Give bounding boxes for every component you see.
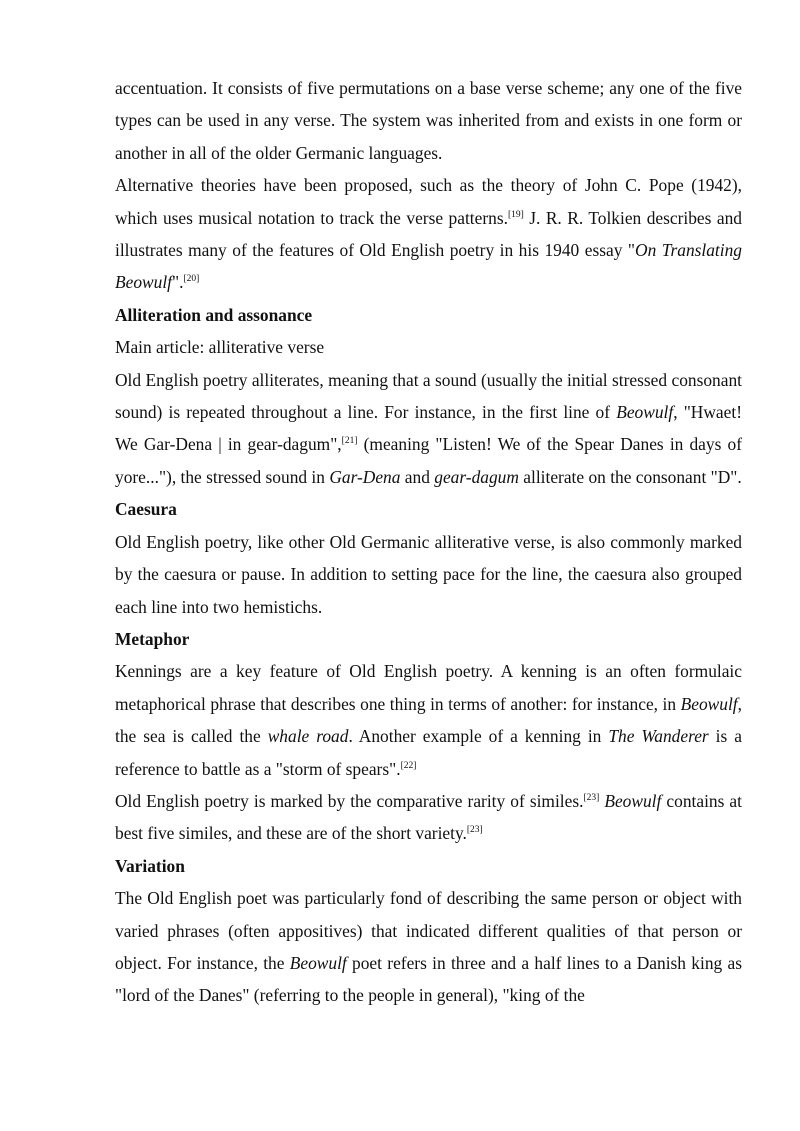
citation-22[interactable]: [22] [400,760,417,771]
text-segment: Alternative theories have been proposed, such as the theory of John C. Pope (1942), which uses musical notation to track the verse patterns. [115,175,742,228]
paragraph-alliteration [115,364,742,494]
citation-19[interactable]: [19] [507,209,524,220]
text-segment: , the sea is called the [115,693,742,747]
citation-23[interactable]: [23] [583,792,600,803]
italic-title: On Translating Beowulf [115,240,742,293]
citation-23[interactable]: [23] [466,825,483,836]
paragraph-similes [115,785,742,850]
heading-metaphor: Metaphor [115,628,190,649]
text-segment: Old English poetry alliterates, meaning that a sound (usually the initial stressed consonant sound) is repeated throughout a line. For instance, in the first line of [115,369,742,423]
text-segment: Kennings are a key feature of Old English poetry. A kenning is an often formulaic metaphorical phrase that describes one thing in terms of another: for instance, in [115,661,742,714]
text-segment: and [400,466,435,487]
text-segment: ". [172,272,184,293]
paragraph-alternative-theories [115,169,742,299]
text-segment: , "Hwaet! We Gar-Dena | in gear-dagum", [115,402,742,455]
italic-term: Beowulf [680,693,738,714]
text-segment: (meaning "Listen! We of the Spear Danes in days of yore..."), the stressed sound in [115,434,742,487]
italic-term: The Wanderer [608,726,709,747]
paragraph-caesura: Old English poetry, like other Old Germanic alliterative verse, is also commonly marked by the caesura or pause. In addition to setting pace for the line, the caesura also grouped each line into two hemistichs. [115,531,742,617]
text-segment: alliterate on the consonant "D". [518,466,742,487]
italic-term: gear-dagum [434,466,519,487]
italic-term: Gar-Dena [329,466,401,487]
text-segment: J. R. R. Tolkien describes and illustrates many of the features of Old English poetry in his 1940 essay " [115,207,742,261]
text-segment: . Another example of a kenning in [348,726,609,747]
document-page [115,72,742,1012]
text-segment: Old English poetry is marked by the comparative rarity of similes. [115,790,584,811]
text-segment: is a reference to battle as a "storm of spears". [115,726,742,779]
heading-alliteration: Alliteration and assonance [115,304,313,325]
text-segment: contains at best five similes, and these are of the short variety. [115,790,742,844]
heading-variation: Variation [115,855,185,876]
heading-caesura: Caesura [115,499,177,520]
main-article-note: Main article: alliterative verse [115,337,325,358]
italic-term: Beowulf [289,952,347,973]
citation-21[interactable]: [21] [341,436,358,447]
paragraph-kennings [115,655,742,785]
italic-term: Beowulf [604,790,662,811]
italic-term: whale road [267,726,349,747]
italic-term: Beowulf [616,402,674,423]
paragraph-variation [115,882,742,1012]
paragraph-verse-types: accentuation. It consists of five permutations on a base verse scheme; any one of the five types can be used in any verse. The system was inherited from and exists in one form or another in all of the older Germanic languages. [115,78,742,163]
citation-20[interactable]: [20] [183,274,200,285]
text-segment: poet refers in three and a half lines to a Danish king as "lord of the Danes" (referring to the people in general), "king of the [115,952,742,1006]
text-segment: The Old English poet was particularly fond of describing the same person or object with varied phrases (often appositives) that indicated different qualities of that person or object. For instance, the [115,888,742,973]
